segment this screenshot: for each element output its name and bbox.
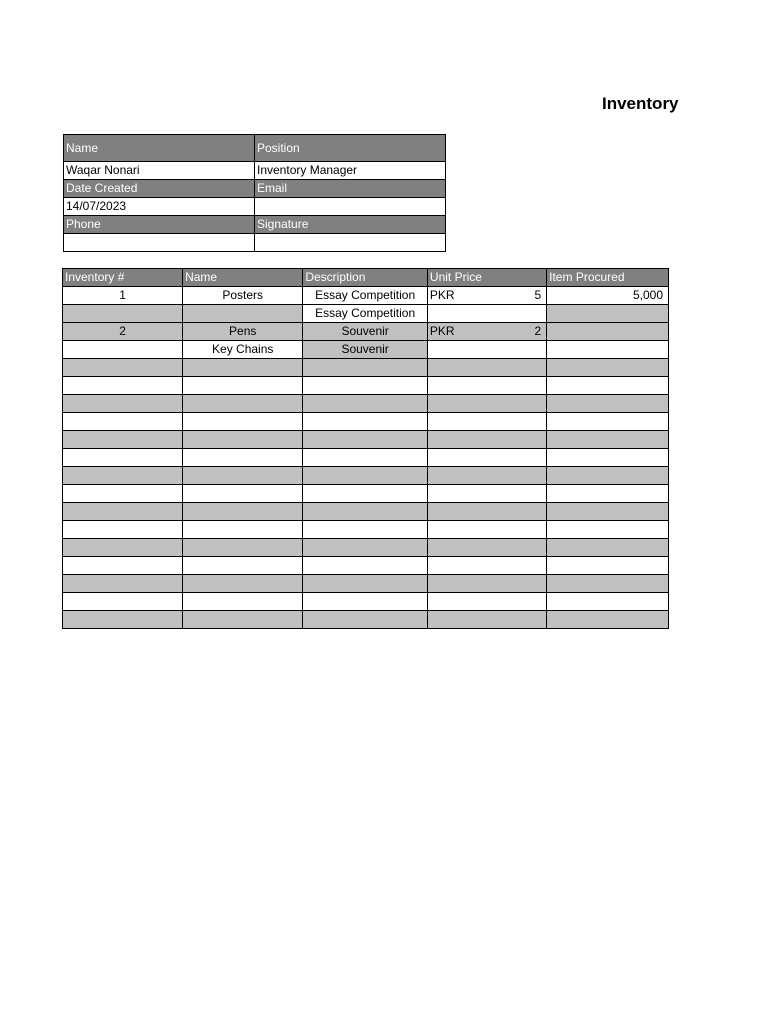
empty-cell[interactable] bbox=[183, 593, 303, 611]
empty-cell[interactable] bbox=[427, 485, 546, 503]
header-name: Name bbox=[183, 269, 303, 287]
empty-cell[interactable] bbox=[547, 467, 669, 485]
position-value[interactable]: Inventory Manager bbox=[255, 162, 446, 180]
empty-cell[interactable] bbox=[427, 467, 546, 485]
empty-cell[interactable] bbox=[303, 575, 428, 593]
empty-cell[interactable] bbox=[183, 395, 303, 413]
empty-cell[interactable] bbox=[303, 485, 428, 503]
currency-label: PKR bbox=[429, 288, 455, 302]
empty-cell[interactable] bbox=[63, 377, 183, 395]
inventory-number-cell[interactable] bbox=[63, 341, 183, 359]
table-row bbox=[63, 305, 669, 323]
empty-table-row bbox=[63, 539, 669, 557]
header-unit-price: Unit Price bbox=[427, 269, 546, 287]
empty-cell[interactable] bbox=[63, 449, 183, 467]
header-description: Description bbox=[303, 269, 428, 287]
empty-cell[interactable] bbox=[427, 611, 546, 629]
empty-table-row bbox=[63, 359, 669, 377]
empty-cell[interactable] bbox=[547, 503, 669, 521]
item-procured-cell[interactable] bbox=[547, 341, 669, 359]
empty-cell[interactable] bbox=[63, 611, 183, 629]
table-row bbox=[63, 323, 669, 341]
info-header-row bbox=[64, 180, 446, 198]
empty-table-row bbox=[63, 611, 669, 629]
empty-cell[interactable] bbox=[183, 467, 303, 485]
empty-cell[interactable] bbox=[547, 413, 669, 431]
empty-table-row bbox=[63, 485, 669, 503]
empty-cell[interactable] bbox=[427, 593, 546, 611]
empty-cell[interactable] bbox=[547, 377, 669, 395]
unit-price-value: 2 bbox=[534, 324, 542, 338]
employee-info-table bbox=[63, 134, 446, 252]
empty-cell[interactable] bbox=[427, 431, 546, 449]
inventory-table bbox=[62, 268, 669, 629]
name-value[interactable]: Waqar Nonari bbox=[64, 162, 255, 180]
empty-cell[interactable] bbox=[63, 593, 183, 611]
unit-price-cell[interactable] bbox=[427, 305, 546, 323]
empty-cell[interactable] bbox=[547, 575, 669, 593]
inventory-number-cell[interactable]: 1 bbox=[63, 287, 183, 305]
empty-cell[interactable] bbox=[547, 449, 669, 467]
description-cell[interactable]: Essay Competition bbox=[303, 305, 428, 323]
name-label: Name bbox=[64, 135, 255, 162]
email-value[interactable] bbox=[255, 198, 446, 216]
unit-price-cell[interactable] bbox=[427, 287, 546, 305]
empty-cell[interactable] bbox=[547, 359, 669, 377]
empty-table-row bbox=[63, 449, 669, 467]
table-row bbox=[63, 341, 669, 359]
empty-table-row bbox=[63, 521, 669, 539]
info-value-row bbox=[64, 234, 446, 252]
date-created-label: Date Created bbox=[64, 180, 255, 198]
empty-cell[interactable] bbox=[303, 611, 428, 629]
empty-cell[interactable] bbox=[183, 557, 303, 575]
empty-cell[interactable] bbox=[63, 395, 183, 413]
item-procured-cell[interactable] bbox=[547, 323, 669, 341]
empty-table-row bbox=[63, 593, 669, 611]
header-inventory-number: Inventory # bbox=[63, 269, 183, 287]
signature-label: Signature bbox=[255, 216, 446, 234]
empty-cell[interactable] bbox=[427, 377, 546, 395]
empty-cell[interactable] bbox=[303, 521, 428, 539]
signature-value[interactable] bbox=[255, 234, 446, 252]
empty-table-row bbox=[63, 413, 669, 431]
empty-cell[interactable] bbox=[183, 611, 303, 629]
item-procured-cell[interactable] bbox=[547, 305, 669, 323]
empty-cell[interactable] bbox=[303, 359, 428, 377]
empty-cell[interactable] bbox=[303, 395, 428, 413]
empty-cell[interactable] bbox=[303, 557, 428, 575]
empty-cell[interactable] bbox=[183, 485, 303, 503]
empty-table-row bbox=[63, 557, 669, 575]
item-name-cell[interactable]: Key Chains bbox=[183, 341, 303, 359]
info-header-row bbox=[64, 216, 446, 234]
empty-cell[interactable] bbox=[427, 413, 546, 431]
empty-cell[interactable] bbox=[427, 359, 546, 377]
inventory-number-cell[interactable] bbox=[63, 305, 183, 323]
empty-cell[interactable] bbox=[183, 449, 303, 467]
table-row bbox=[63, 287, 669, 305]
empty-cell[interactable] bbox=[427, 449, 546, 467]
empty-cell[interactable] bbox=[547, 611, 669, 629]
header-item-procured: Item Procured bbox=[547, 269, 669, 287]
empty-cell[interactable] bbox=[183, 431, 303, 449]
inventory-number-cell[interactable]: 2 bbox=[63, 323, 183, 341]
empty-table-row bbox=[63, 395, 669, 413]
info-value-row bbox=[64, 198, 446, 216]
empty-cell[interactable] bbox=[63, 431, 183, 449]
empty-cell[interactable] bbox=[427, 395, 546, 413]
unit-price-cell[interactable] bbox=[427, 341, 546, 359]
phone-label: Phone bbox=[64, 216, 255, 234]
item-procured-cell[interactable]: 5,000 bbox=[547, 287, 669, 305]
empty-cell[interactable] bbox=[547, 395, 669, 413]
unit-price-cell[interactable] bbox=[427, 323, 546, 341]
empty-cell[interactable] bbox=[63, 359, 183, 377]
empty-table-row bbox=[63, 377, 669, 395]
empty-cell[interactable] bbox=[547, 557, 669, 575]
empty-cell[interactable] bbox=[63, 557, 183, 575]
inventory-table-viewport bbox=[62, 268, 669, 648]
page-title: Inventory bbox=[602, 94, 679, 113]
empty-cell[interactable] bbox=[547, 431, 669, 449]
empty-cell[interactable] bbox=[183, 503, 303, 521]
info-value-row bbox=[64, 162, 446, 180]
empty-cell[interactable] bbox=[63, 539, 183, 557]
empty-cell[interactable] bbox=[427, 539, 546, 557]
empty-cell[interactable] bbox=[63, 521, 183, 539]
empty-cell[interactable] bbox=[547, 539, 669, 557]
item-name-cell[interactable]: Posters bbox=[183, 287, 303, 305]
empty-cell[interactable] bbox=[547, 521, 669, 539]
empty-cell[interactable] bbox=[427, 521, 546, 539]
description-cell[interactable]: Essay Competition bbox=[303, 287, 428, 305]
empty-cell[interactable] bbox=[427, 503, 546, 521]
empty-cell[interactable] bbox=[303, 593, 428, 611]
info-header-row bbox=[64, 135, 446, 162]
date-created-value[interactable]: 14/07/2023 bbox=[64, 198, 255, 216]
empty-cell[interactable] bbox=[427, 575, 546, 593]
position-label: Position bbox=[255, 135, 446, 162]
currency-label: PKR bbox=[429, 324, 455, 338]
unit-price-value: 5 bbox=[534, 288, 542, 302]
phone-value[interactable] bbox=[64, 234, 255, 252]
empty-table-row bbox=[63, 431, 669, 449]
empty-cell[interactable] bbox=[63, 413, 183, 431]
item-name-cell[interactable]: Pens bbox=[183, 323, 303, 341]
empty-cell[interactable] bbox=[183, 521, 303, 539]
empty-cell[interactable] bbox=[303, 413, 428, 431]
empty-cell[interactable] bbox=[63, 575, 183, 593]
empty-cell[interactable] bbox=[547, 593, 669, 611]
empty-cell[interactable] bbox=[303, 449, 428, 467]
empty-table-row bbox=[63, 467, 669, 485]
empty-cell[interactable] bbox=[63, 503, 183, 521]
empty-cell[interactable] bbox=[303, 467, 428, 485]
description-cell[interactable]: Souvenir bbox=[303, 341, 428, 359]
empty-cell[interactable] bbox=[303, 539, 428, 557]
empty-cell[interactable] bbox=[303, 377, 428, 395]
empty-cell[interactable] bbox=[303, 503, 428, 521]
empty-cell[interactable] bbox=[183, 413, 303, 431]
empty-cell[interactable] bbox=[183, 359, 303, 377]
item-name-cell[interactable] bbox=[183, 305, 303, 323]
empty-cell[interactable] bbox=[303, 431, 428, 449]
empty-table-row bbox=[63, 503, 669, 521]
empty-cell[interactable] bbox=[183, 377, 303, 395]
email-label: Email bbox=[255, 180, 446, 198]
description-cell[interactable]: Souvenir bbox=[303, 323, 428, 341]
empty-table-row bbox=[63, 575, 669, 593]
empty-cell[interactable] bbox=[427, 557, 546, 575]
empty-cell[interactable] bbox=[547, 485, 669, 503]
empty-cell[interactable] bbox=[183, 539, 303, 557]
empty-cell[interactable] bbox=[63, 485, 183, 503]
empty-cell[interactable] bbox=[183, 575, 303, 593]
inventory-header-row bbox=[63, 269, 669, 287]
empty-cell[interactable] bbox=[63, 467, 183, 485]
